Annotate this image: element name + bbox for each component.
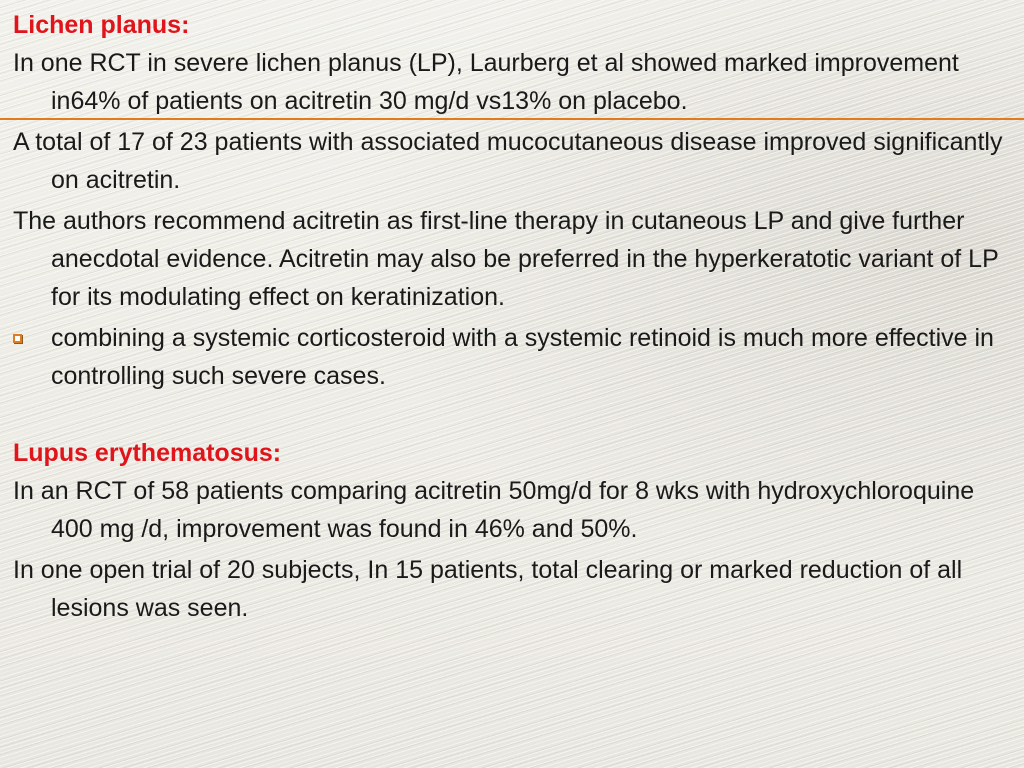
hollow-square-bullet-icon	[13, 334, 22, 343]
lichen-planus-paragraph-1: In one RCT in severe lichen planus (LP), Laurberg et al showed marked improvement in64% of patients on acitretin 30 mg/d vs13% on placebo.	[13, 49, 959, 115]
lichen-planus-heading: Lichen planus:	[13, 11, 190, 39]
lichen-planus-paragraph-2: A total of 17 of 23 patients with associated mucocutaneous disease improved significantly on acitretin.	[13, 128, 1003, 194]
slide-content	[13, 6, 1003, 630]
lichen-planus-paragraph-3: The authors recommend acitretin as first-line therapy in cutaneous LP and give further anecdotal evidence. Acitretin may also be preferred in the hyperkeratotic variant of LP for its modulating effect on keratinization.	[13, 207, 999, 311]
lichen-planus-bullet	[13, 319, 1003, 395]
lupus-paragraph-1: In an RCT of 58 patients comparing acitretin 50mg/d for 8 wks with hydroxychloroquine 400 mg /d, improvement was found in 46% and 50%.	[13, 477, 975, 543]
lupus-paragraph-2: In one open trial of 20 subjects, In 15 patients, total clearing or marked reduction of all lesions was seen.	[13, 556, 963, 622]
lichen-planus-bullet-text: combining a systemic corticosteroid with a systemic retinoid is much more effective in controlling such severe cases.	[51, 324, 994, 390]
section-spacer	[13, 398, 1003, 434]
lupus-erythematosus-heading: Lupus erythematosus:	[13, 439, 282, 467]
